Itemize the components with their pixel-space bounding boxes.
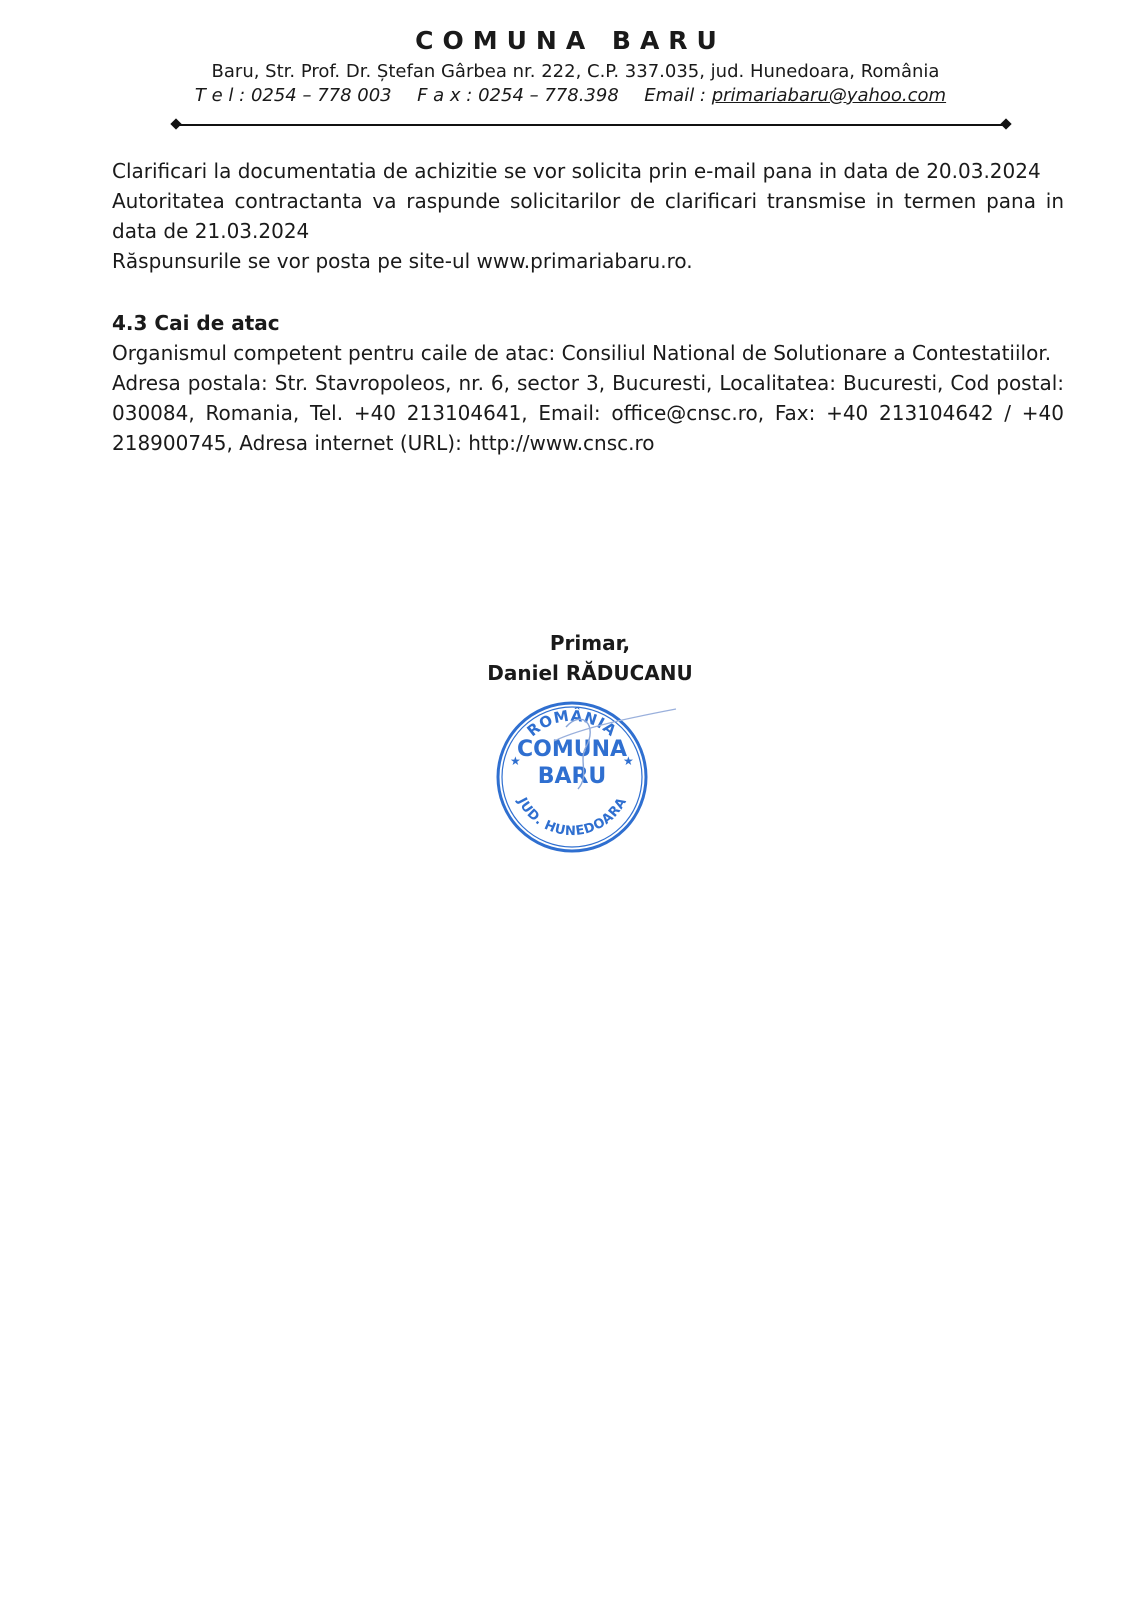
org-contact-line (10, 84, 1131, 108)
tel-value: 0254 – 778 003 (250, 85, 392, 106)
header-divider (176, 124, 1006, 126)
stamp-top-text: ROMÂNIA (523, 706, 621, 741)
letterhead (0, 26, 1131, 108)
section-heading-4-3: 4.3 Cai de atac (112, 311, 280, 335)
fax-label: F a x : (417, 85, 473, 106)
signature-title: Primar, (549, 631, 631, 655)
competent-body-paragraph: Organismul competent pentru caile de atac: Consiliul National de Solutionare a Contestatiilor. (112, 341, 1052, 365)
stamp-star-right: ★ (623, 754, 634, 768)
responses-website-paragraph: Răspunsurile se vor posta pe site-ul www.primariabaru.ro. (112, 249, 693, 273)
divider-diamond-right (1000, 118, 1011, 129)
signature-name: Daniel RĂDUCANU (487, 661, 693, 685)
org-address: Baru, Str. Prof. Dr. Ștefan Gârbea nr. 222, C.P. 337.035, jud. Hunedoara, România (211, 61, 940, 82)
tel-label: T e l : (194, 85, 246, 106)
divider-diamond-left (170, 118, 181, 129)
stamp-star-left: ★ (510, 754, 521, 768)
email-label: Email : (644, 85, 706, 106)
stamp-seal-graphic (494, 697, 694, 857)
postal-address-paragraph: Adresa postala: Str. Stavropoleos, nr. 6, sector 3, Bucuresti, Localitatea: Bucuresti, Cod postal: 030084, Romania, Tel. +40 213104641, Email: office@cnsc.ro, Fax: +40 213104642 / +40 218900745, Adresa internet (URL): http://www.cnsc.ro (112, 371, 1064, 455)
stamp-bottom-text: JUD. HUNEDOARA (514, 795, 630, 840)
clarification-deadline-paragraph: Clarificari la documentatia de achizitie se vor solicita prin e-mail pana in data de 20.03.2024 (112, 159, 1041, 183)
stamp-center-line2: BARU (537, 764, 607, 789)
authority-response-paragraph: Autoritatea contractanta va raspunde solicitarilor de clarificari transmise in termen pana in data de 21.03.2024 (112, 189, 1064, 243)
stamp-center-line1: COMUNA (516, 737, 628, 762)
fax-value: 0254 – 778.398 (478, 85, 619, 106)
document-body (112, 156, 1064, 458)
email-link[interactable]: primariabaru@yahoo.com (711, 85, 947, 106)
official-stamp (494, 697, 694, 857)
signature-block (440, 628, 740, 688)
org-title: COMUNA BARU (415, 26, 726, 55)
